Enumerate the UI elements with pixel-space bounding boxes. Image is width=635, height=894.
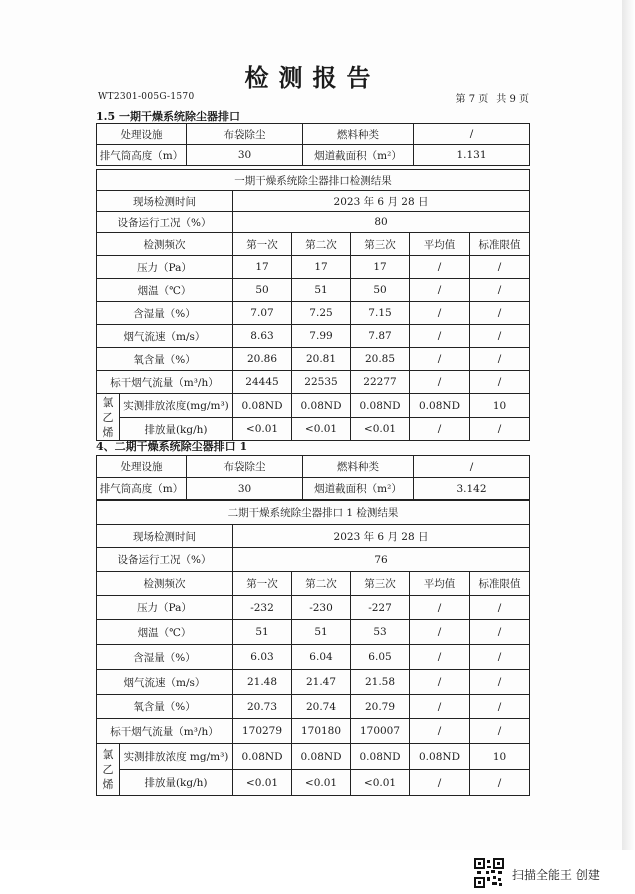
cell: / <box>470 620 530 645</box>
row-label: 实测排放浓度(mg/m³) <box>120 394 233 418</box>
table-row <box>97 348 530 371</box>
table-row <box>97 596 530 620</box>
cell: / <box>410 645 470 670</box>
pollutant-row <box>97 744 530 770</box>
cell: 7.15 <box>351 302 410 325</box>
table-row <box>97 302 530 325</box>
cell: <0.01 <box>292 418 351 441</box>
cell: 0.08ND <box>410 744 470 770</box>
column-header: 第三次 <box>351 233 410 256</box>
info-row <box>97 478 530 500</box>
cell: 17 <box>292 256 351 279</box>
cell: 51 <box>292 279 351 302</box>
column-header: 检测频次 <box>97 572 233 596</box>
fuel-label: 燃料种类 <box>303 124 414 145</box>
table-row <box>97 256 530 279</box>
column-header: 标准限值 <box>470 572 530 596</box>
facility-value: 布袋除尘 <box>187 456 303 478</box>
cell: -230 <box>292 596 351 620</box>
cell: 0.08ND <box>410 394 470 418</box>
cell: 6.04 <box>292 645 351 670</box>
cell: 7.99 <box>292 325 351 348</box>
cell: / <box>470 645 530 670</box>
area-value: 1.131 <box>414 145 530 166</box>
cell: / <box>410 670 470 695</box>
cell: / <box>410 596 470 620</box>
area-label: 烟道截面积（m²） <box>303 145 414 166</box>
cell: 20.81 <box>292 348 351 371</box>
table-row <box>97 719 530 744</box>
cell: -227 <box>351 596 410 620</box>
section-2-info-table <box>96 455 530 500</box>
fuel-value: / <box>414 124 530 145</box>
table-row <box>97 645 530 670</box>
column-header: 标准限值 <box>470 233 530 256</box>
cell: 6.03 <box>233 645 292 670</box>
cell: / <box>410 256 470 279</box>
row-label: 压力（Pa） <box>97 256 233 279</box>
height-value: 30 <box>187 145 303 166</box>
table-row <box>97 325 530 348</box>
fuel-value: / <box>414 456 530 478</box>
row-label: 含湿量（%） <box>97 645 233 670</box>
column-header: 第二次 <box>292 233 351 256</box>
cell: / <box>410 302 470 325</box>
cell: / <box>410 695 470 719</box>
section-1-heading: 1.5 一期干燥系统除尘器排口 <box>96 110 240 123</box>
cell: 0.08ND <box>292 394 351 418</box>
cell: / <box>410 279 470 302</box>
cell: 21.48 <box>233 670 292 695</box>
cell: / <box>470 279 530 302</box>
cell: 0.08ND <box>233 394 292 418</box>
table-row <box>97 670 530 695</box>
cell: 21.58 <box>351 670 410 695</box>
column-header: 检测频次 <box>97 233 233 256</box>
row-label: 压力（Pa） <box>97 596 233 620</box>
cell: / <box>410 371 470 394</box>
row-label: 排放量(kg/h) <box>120 418 233 441</box>
column-header: 第二次 <box>292 572 351 596</box>
cell: 10 <box>470 744 530 770</box>
row-label: 氧含量（%） <box>97 695 233 719</box>
cell: 20.86 <box>233 348 292 371</box>
column-header: 第一次 <box>233 572 292 596</box>
pollutant-row <box>97 770 530 796</box>
column-header-row <box>97 572 530 596</box>
height-label: 排气筒高度（m） <box>97 145 187 166</box>
cell: / <box>470 418 530 441</box>
scan-edge <box>622 0 635 850</box>
cell: <0.01 <box>292 770 351 796</box>
info-row <box>97 145 530 166</box>
condition-value: 76 <box>233 548 530 572</box>
cell: 22277 <box>351 371 410 394</box>
cell: <0.01 <box>233 418 292 441</box>
column-header: 第一次 <box>233 233 292 256</box>
cell: 51 <box>233 620 292 645</box>
cell: 20.74 <box>292 695 351 719</box>
cell: / <box>470 670 530 695</box>
cell: 17 <box>351 256 410 279</box>
results-title: 二期干燥系统除尘器排口 1 检测结果 <box>97 501 530 525</box>
row-label: 实测排放浓度 mg/m³) <box>120 744 233 770</box>
cell: 0.08ND <box>351 394 410 418</box>
page-total: 共 9 页 <box>496 94 529 105</box>
row-label: 标干烟气流量（m³/h） <box>97 371 233 394</box>
cell: / <box>470 770 530 796</box>
cell: / <box>470 371 530 394</box>
cell: 0.08ND <box>233 744 292 770</box>
area-value: 3.142 <box>414 478 530 500</box>
column-header-row <box>97 233 530 256</box>
column-header: 第三次 <box>351 572 410 596</box>
cell: 24445 <box>233 371 292 394</box>
row-label: 烟温（℃） <box>97 620 233 645</box>
pollutant-name: 氯 乙 烯 <box>97 744 120 796</box>
cell: 22535 <box>292 371 351 394</box>
cell: 10 <box>470 394 530 418</box>
cell: 0.08ND <box>292 744 351 770</box>
results-title: 一期干燥系统除尘器排口检测结果 <box>97 170 530 191</box>
report-title: 检测报告 <box>244 63 381 92</box>
qr-code-icon <box>474 858 504 888</box>
row-label: 烟温（℃） <box>97 279 233 302</box>
cell: 51 <box>292 620 351 645</box>
cell: / <box>470 719 530 744</box>
cell: / <box>470 348 530 371</box>
pollutant-row <box>97 394 530 418</box>
column-header: 平均值 <box>410 233 470 256</box>
scanner-watermark <box>474 858 634 888</box>
table-row <box>97 620 530 645</box>
height-value: 30 <box>187 478 303 500</box>
section-2-results-table <box>96 500 530 796</box>
condition-value: 80 <box>233 212 530 233</box>
cell: 50 <box>351 279 410 302</box>
cell: / <box>410 418 470 441</box>
cell: <0.01 <box>351 770 410 796</box>
cell: 50 <box>233 279 292 302</box>
cell: 6.05 <box>351 645 410 670</box>
row-label: 标干烟气流量（m³/h） <box>97 719 233 744</box>
facility-label: 处理设施 <box>97 456 187 478</box>
facility-label: 处理设施 <box>97 124 187 145</box>
cell: 21.47 <box>292 670 351 695</box>
column-header: 平均值 <box>410 572 470 596</box>
cell: <0.01 <box>351 418 410 441</box>
cell: / <box>410 348 470 371</box>
cell: <0.01 <box>233 770 292 796</box>
facility-value: 布袋除尘 <box>187 124 303 145</box>
time-value: 2023 年 6 月 28 日 <box>233 191 530 212</box>
cell: 0.08ND <box>351 744 410 770</box>
page-current: 第 7 页 <box>455 94 489 105</box>
fuel-label: 燃料种类 <box>303 456 414 478</box>
cell: / <box>470 325 530 348</box>
section-1-info-table <box>96 123 530 166</box>
cell: 17 <box>233 256 292 279</box>
cell: 170180 <box>292 719 351 744</box>
row-label: 烟气流速（m/s） <box>97 670 233 695</box>
cell: 53 <box>351 620 410 645</box>
time-label: 现场检测时间 <box>97 191 233 212</box>
info-row <box>97 124 530 145</box>
cell: / <box>470 695 530 719</box>
page-number <box>448 90 529 105</box>
cell: / <box>410 325 470 348</box>
height-label: 排气筒高度（m） <box>97 478 187 500</box>
cell: / <box>410 770 470 796</box>
time-label: 现场检测时间 <box>97 525 233 548</box>
cell: / <box>410 620 470 645</box>
table-row <box>97 279 530 302</box>
cell: -232 <box>233 596 292 620</box>
cell: 20.85 <box>351 348 410 371</box>
cell: / <box>470 256 530 279</box>
cell: / <box>470 596 530 620</box>
area-label: 烟道截面积（m²） <box>303 478 414 500</box>
cell: 7.25 <box>292 302 351 325</box>
cell: / <box>410 719 470 744</box>
scanner-watermark-text: 扫描全能王 创建 <box>512 868 600 882</box>
time-value: 2023 年 6 月 28 日 <box>233 525 530 548</box>
report-id: WT2301-005G-1570 <box>98 92 195 102</box>
row-label: 氧含量（%） <box>97 348 233 371</box>
section-1-results-table <box>96 169 530 441</box>
pollutant-name: 氯 乙 烯 <box>97 394 120 441</box>
row-label: 烟气流速（m/s） <box>97 325 233 348</box>
table-row <box>97 695 530 719</box>
cell: 20.79 <box>351 695 410 719</box>
cell: 170279 <box>233 719 292 744</box>
cell: / <box>470 302 530 325</box>
section-2-heading: 4、二期干燥系统除尘器排口 1 <box>96 440 248 453</box>
cell: 8.63 <box>233 325 292 348</box>
cell: 7.87 <box>351 325 410 348</box>
condition-label: 设备运行工况（%） <box>97 212 233 233</box>
row-label: 含湿量（%） <box>97 302 233 325</box>
table-row <box>97 371 530 394</box>
cell: 20.73 <box>233 695 292 719</box>
condition-label: 设备运行工况（%） <box>97 548 233 572</box>
info-row <box>97 456 530 478</box>
cell: 7.07 <box>233 302 292 325</box>
row-label: 排放量(kg/h) <box>120 770 233 796</box>
cell: 170007 <box>351 719 410 744</box>
